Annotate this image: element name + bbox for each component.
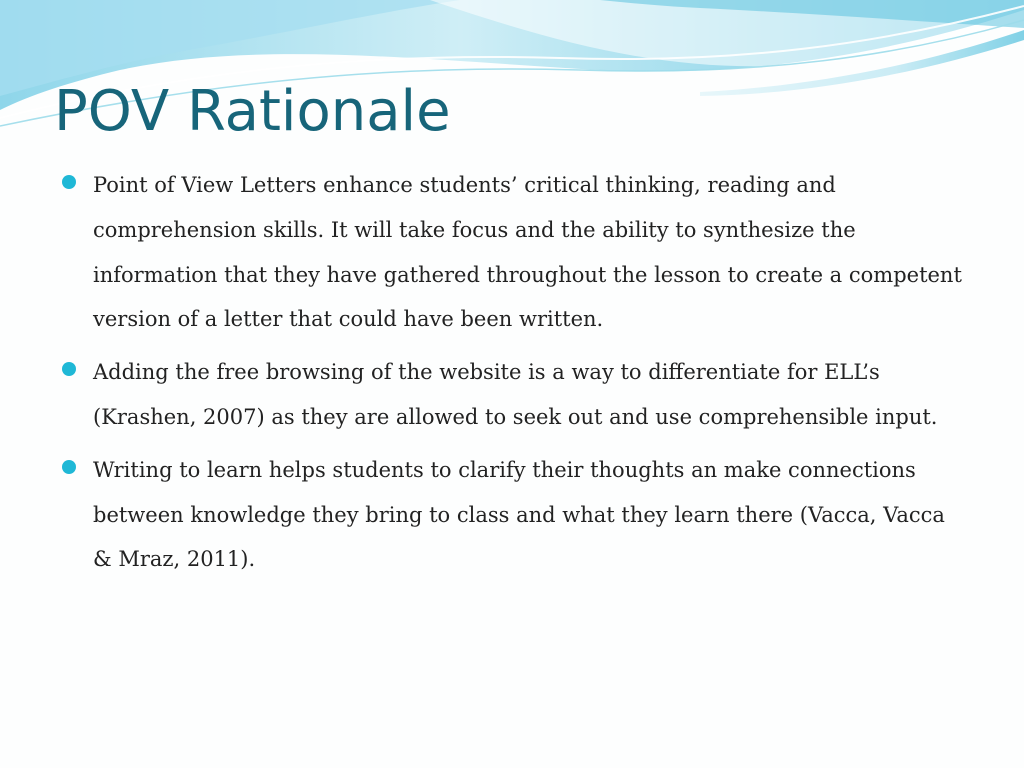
bullet-item	[62, 350, 962, 440]
bullet-dot-icon	[62, 460, 76, 474]
bullet-item	[62, 163, 962, 342]
bullet-list	[62, 163, 962, 590]
bullet-item	[62, 448, 962, 582]
bullet-text: Point of View Letters enhance students’ critical thinking, reading and comprehension skills. It will take focus and the ability to synthesize the information that they have gathered throughout the lesson to create a competent version of a letter that could have been written.	[93, 173, 962, 332]
slide-title: POV Rationale	[54, 79, 451, 144]
bullet-text: Adding the free browsing of the website is a way to differentiate for ELL’s (Krashen, 2007) as they are allowed to seek out and use comprehensible input.	[93, 360, 938, 429]
bullet-dot-icon	[62, 362, 76, 376]
bullet-dot-icon	[62, 175, 76, 189]
bullet-text: Writing to learn helps students to clarify their thoughts an make connections between knowledge they bring to class and what they learn there (Vacca, Vacca & Mraz, 2011).	[93, 457, 945, 572]
